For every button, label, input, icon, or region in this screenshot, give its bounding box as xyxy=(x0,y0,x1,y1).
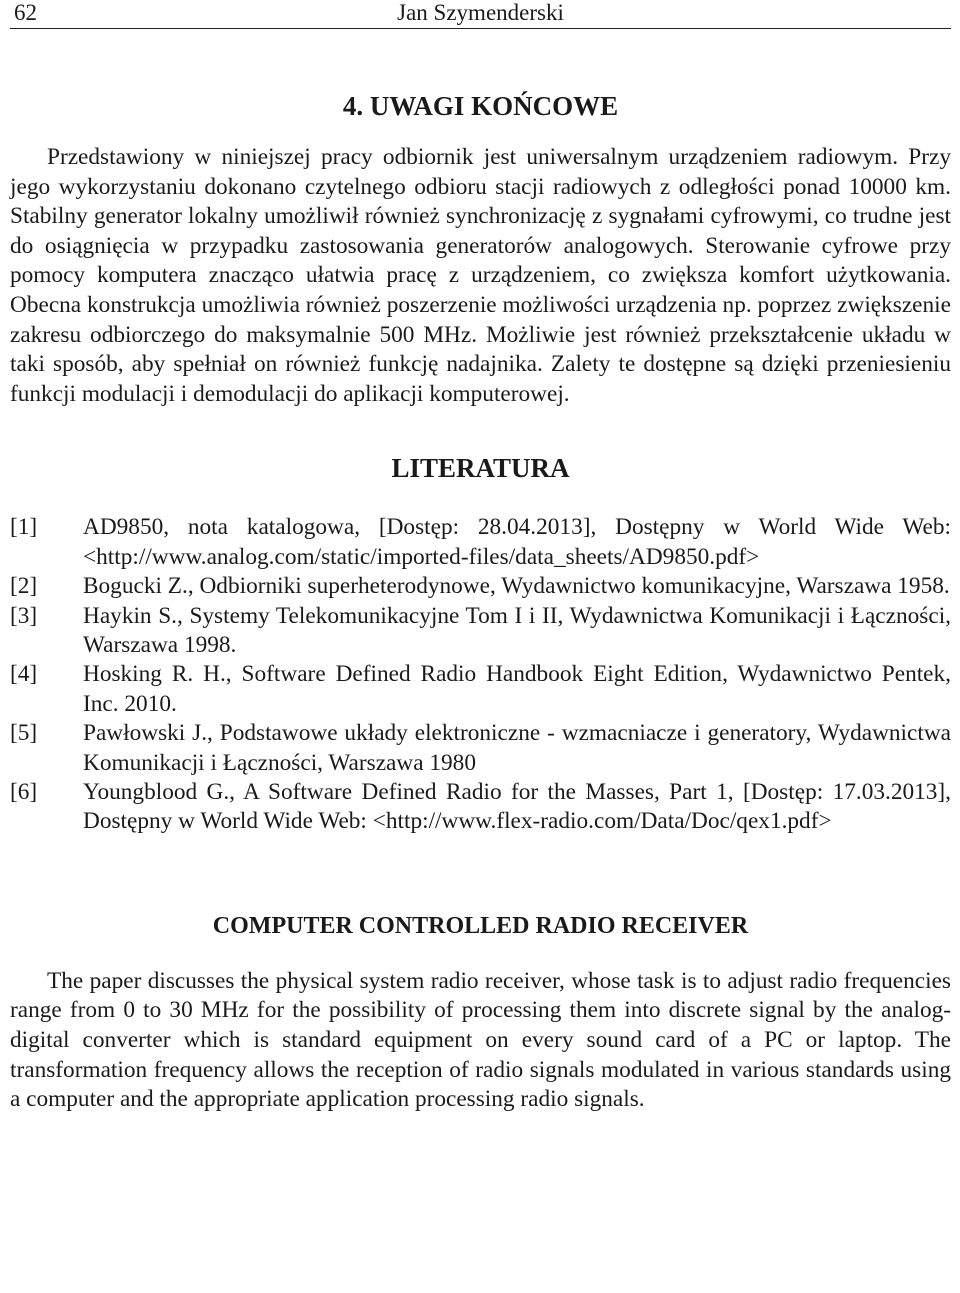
reference-text: Haykin S., Systemy Telekomunikacyjne Tom I i II, Wydawnictwa Komunikacji i Łączności, Warszawa 1998. xyxy=(83,602,951,658)
reference-number: [5] xyxy=(10,720,38,747)
abstract-paragraph: The paper discusses the physical system radio receiver, whose task is to adjust radio frequencies range from 0 to 30 MHz for the possibility of processing them into discrete signal by the analog-digital converter which is standard equipment on every sound card of a PC or laptop. The transformation frequency allows the reception of radio signals modulated in various standards using a computer and the appropriate application processing radio signals. xyxy=(10,967,951,1113)
reference-text: Youngblood G., A Software Defined Radio for the Masses, Part 1, [Dostęp: 17.03.2013], Dostępny w World Wide Web: <http://www.flex-radio.com/Data/Doc/qex1.pdf> xyxy=(83,779,951,835)
reference-item xyxy=(10,778,951,837)
reference-text: AD9850, nota katalogowa, [Dostęp: 28.04.2013], Dostępny w World Wide Web: <http://www.analog.com/static/imported-files/data_sheets/AD9850.pdf> xyxy=(83,514,951,570)
reference-number: [6] xyxy=(10,779,38,805)
reference-item xyxy=(10,660,951,719)
reference-number: [2] xyxy=(10,573,38,600)
reference-item xyxy=(10,602,951,661)
running-header-author: Jan Szymenderski xyxy=(397,0,564,25)
abstract-title: COMPUTER CONTROLLED RADIO RECEIVER xyxy=(212,912,749,939)
section-title: 4. UWAGI KOŃCOWE xyxy=(342,91,619,121)
literature-title: LITERATURA xyxy=(391,453,570,484)
reference-number: [4] xyxy=(10,661,38,688)
reference-list xyxy=(10,513,951,836)
reference-item xyxy=(10,513,951,572)
page-number: 62 xyxy=(14,0,37,25)
conclusions-paragraph: Przedstawiony w niniejszej pracy odbiornik jest uniwersalnym urządzeniem radiowym. Przy jego wykorzystaniu dokonano czytelnego odbioru stacji radiowych z odległości ponad 10000 km. Stabilny generator lokalny umożliwił również synchronizację z sygnałami cyfrowymi, co trudne jest do osiągnięcia w przypadku zastosowania generatorów analogowych. Sterowanie cyfrowe przy pomocy komputera znacząco ułatwia pracę z urządzeniem, co zwiększa komfort użytkowania. Obecna konstrukcja umożliwia również poszerzenie możliwości urządzenia np. poprzez zwiększenie zakresu odbiorczego do maksymalnie 500 MHz. Możliwie jest również przekształcenie układu w taki sposób, aby spełniał on również funkcję nadajnika. Zalety te dostępne są dzięki przeniesieniu funkcji modulacji i demodulacji do aplikacji komputerowej. xyxy=(10,144,951,407)
reference-item xyxy=(10,572,951,601)
reference-item xyxy=(10,719,951,778)
reference-text: Bogucki Z., Odbiorniki superheterodynowe, Wydawnictwo komunikacyjne, Warszawa 1958. xyxy=(83,573,950,600)
reference-text: Pawłowski J., Podstawowe układy elektroniczne - wzmacniacze i generatory, Wydawnictwa Komunikacji i Łączności, Warszawa 1980 xyxy=(83,720,951,776)
reference-text: Hosking R. H., Software Defined Radio Handbook Eight Edition, Wydawnictwo Pentek, Inc. 2010. xyxy=(83,661,951,717)
reference-number: [1] xyxy=(10,514,38,541)
running-header xyxy=(10,0,951,29)
reference-number: [3] xyxy=(10,602,38,629)
